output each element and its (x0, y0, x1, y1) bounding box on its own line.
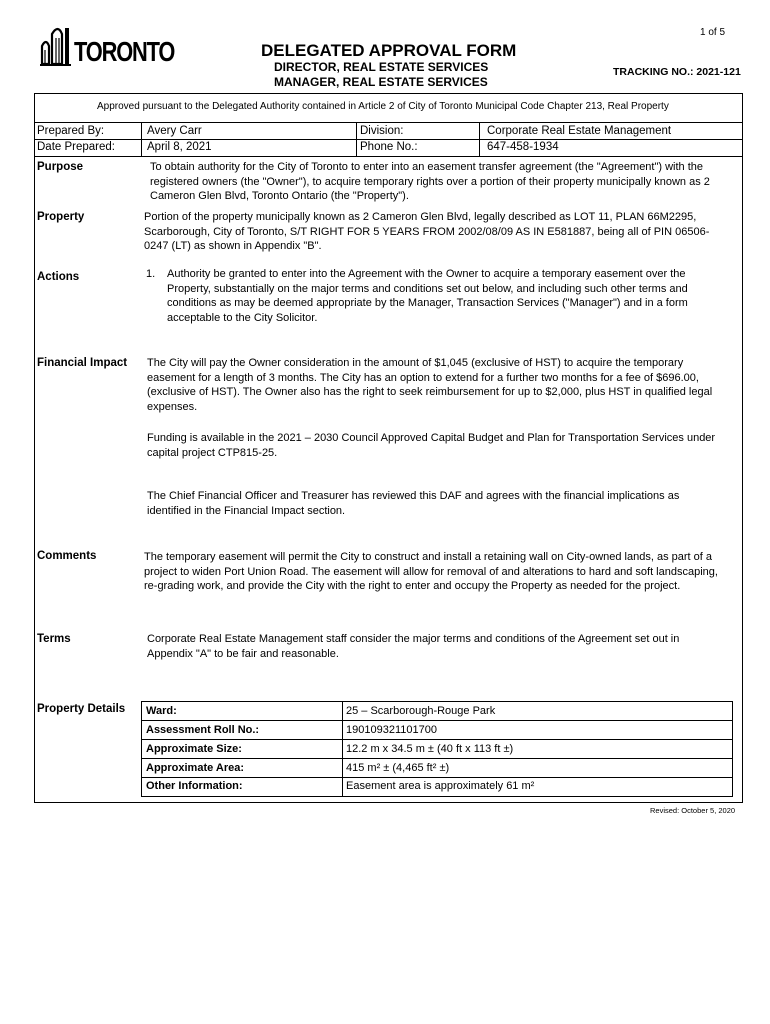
detail-value: 415 m² ± (4,465 ft² ±) (346, 762, 450, 774)
text-line: project to widen Port Union Road. The easement will allow for removal of and alterations to hard and soft landscaping, (144, 565, 718, 578)
phone-label: Phone No.: (360, 141, 418, 153)
form-subtitle-manager: MANAGER, REAL ESTATE SERVICES (274, 75, 488, 89)
text-line: re-grading work, and provide the City with the right to enter and occupy the Property as needed for the project. (144, 580, 681, 592)
text-line: Corporate Real Estate Management staff consider the major terms and conditions of the Agreement set out in (147, 633, 680, 645)
tracking-number: TRACKING NO.: 2021-121 (613, 66, 741, 78)
property-label: Property (37, 211, 85, 223)
text-line: Portion of the property municipally known as 2 Cameron Glen Blvd, legally described as LOT 11, PLAN 66M2295, (144, 211, 697, 223)
table-row (142, 724, 732, 742)
table-row (142, 780, 732, 798)
text-line: 0247 (LT) as shown in Appendix "B". (144, 240, 322, 252)
detail-value: 190109321101700 (346, 724, 437, 736)
text-line: Property, substantially on the major terms and conditions set out below, and including such other terms and (167, 282, 688, 295)
text-line: identified in the Financial Impact section. (147, 504, 346, 517)
text-line: To obtain authority for the City of Toronto to enter into an easement transfer agreement (the "Agreement") with the (150, 161, 704, 173)
actions-text (167, 267, 688, 325)
form-subtitle-director: DIRECTOR, REAL ESTATE SERVICES (274, 60, 489, 74)
division-value: Corporate Real Estate Management (487, 125, 672, 137)
detail-value: 12.2 m x 34.5 m ± (40 ft x 113 ft ±) (346, 743, 514, 755)
financial-impact-paragraph-2 (147, 431, 715, 460)
logo-wordmark: TORONTO (74, 36, 175, 67)
division-label: Division: (360, 125, 404, 137)
detail-key: Other Information: (146, 780, 243, 792)
text-line: The temporary easement will permit the City to construct and install a retaining wall on City-owned lands, as part of a (144, 551, 712, 563)
text-line: Cameron Glen Blvd, Toronto Ontario (the "Property"). (150, 190, 409, 202)
financial-impact-label: Financial Impact (37, 357, 128, 369)
purpose-label: Purpose (37, 161, 84, 173)
divider (356, 122, 357, 156)
page-indicator: 1 of 5 (700, 27, 726, 38)
table-row (142, 743, 732, 761)
property-details-label: Property Details (37, 703, 126, 715)
text-line: Funding is available in the 2021 – 2030 Council Approved Capital Budget and Plan for Transportation Services under (147, 432, 716, 444)
text-line: The City will pay the Owner consideration in the amount of $1,045 (exclusive of HST) to acquire the temporary (147, 357, 684, 369)
date-prepared-label: Date Prepared: (37, 141, 115, 153)
date-prepared-value: April 8, 2021 (147, 141, 212, 153)
text-line: Authority be granted to enter into the Agreement with the Owner to acquire a temporary easement over the (167, 268, 686, 280)
detail-value: 25 – Scarborough-Rouge Park (346, 705, 496, 717)
text-line: capital project CTP815-25. (147, 446, 278, 459)
phone-value: 647-458-1934 (487, 141, 559, 153)
detail-value: Easement area is approximately 61 m² (346, 780, 535, 792)
text-line: conditions as may be deemed appropriate by the Manager, Transaction Services ("Manager") and in a form (167, 297, 688, 309)
terms-label: Terms (37, 633, 71, 645)
actions-number: 1. (146, 268, 156, 280)
financial-impact-paragraph-3 (147, 489, 679, 518)
city-hall-icon (40, 24, 74, 70)
text-line: expenses. (147, 400, 198, 413)
comments-text (144, 550, 718, 594)
divider (141, 122, 142, 156)
actions-label: Actions (37, 271, 80, 283)
text-line: registered owners (the "Owner"), to acquire temporary rights over a portion of their property municipally known as 2 (150, 175, 710, 188)
delegated-authority-note: Approved pursuant to the Delegated Authority contained in Article 2 of City of Toronto Municipal Code Chapter 213, Real Property (97, 101, 669, 112)
text-line: The Chief Financial Officer and Treasurer has reviewed this DAF and agrees with the financial implications as (147, 490, 680, 502)
purpose-text (150, 160, 710, 204)
detail-key: Ward: (146, 705, 177, 717)
toronto-logo (40, 24, 175, 70)
property-text (144, 210, 709, 254)
detail-key: Approximate Area: (146, 762, 245, 774)
property-details-table (141, 701, 733, 797)
detail-key: Assessment Roll No.: (146, 724, 260, 736)
text-line: (exclusive of HST). The Owner also has the right to seek reimbursement for up to $2,000, plus HST in qualified legal (147, 386, 713, 398)
prepared-by-label: Prepared By: (37, 125, 105, 137)
form-title: DELEGATED APPROVAL FORM (261, 41, 517, 60)
text-line: easement for a length of 3 months. The City has an option to extend for a further two months for a fee of $696.00, (147, 371, 699, 384)
table-row (142, 705, 732, 723)
terms-text (147, 632, 679, 661)
text-line: Scarborough, City of Toronto, S/T RIGHT FOR 5 YEARS FROM 2002/08/09 AS IN E581887, being all of PIN 06506- (144, 225, 710, 238)
text-line: Appendix "A" to be fair and reasonable. (147, 647, 339, 660)
prepared-by-value: Avery Carr (147, 125, 202, 137)
comments-label: Comments (37, 550, 97, 562)
detail-key: Approximate Size: (146, 743, 242, 755)
financial-impact-paragraph-1 (147, 356, 712, 414)
table-row (142, 762, 732, 780)
divider (34, 156, 742, 157)
divider (479, 122, 480, 156)
text-line: acceptable to the City Solicitor. (167, 311, 318, 324)
revised-date: Revised: October 5, 2020 (650, 806, 736, 815)
